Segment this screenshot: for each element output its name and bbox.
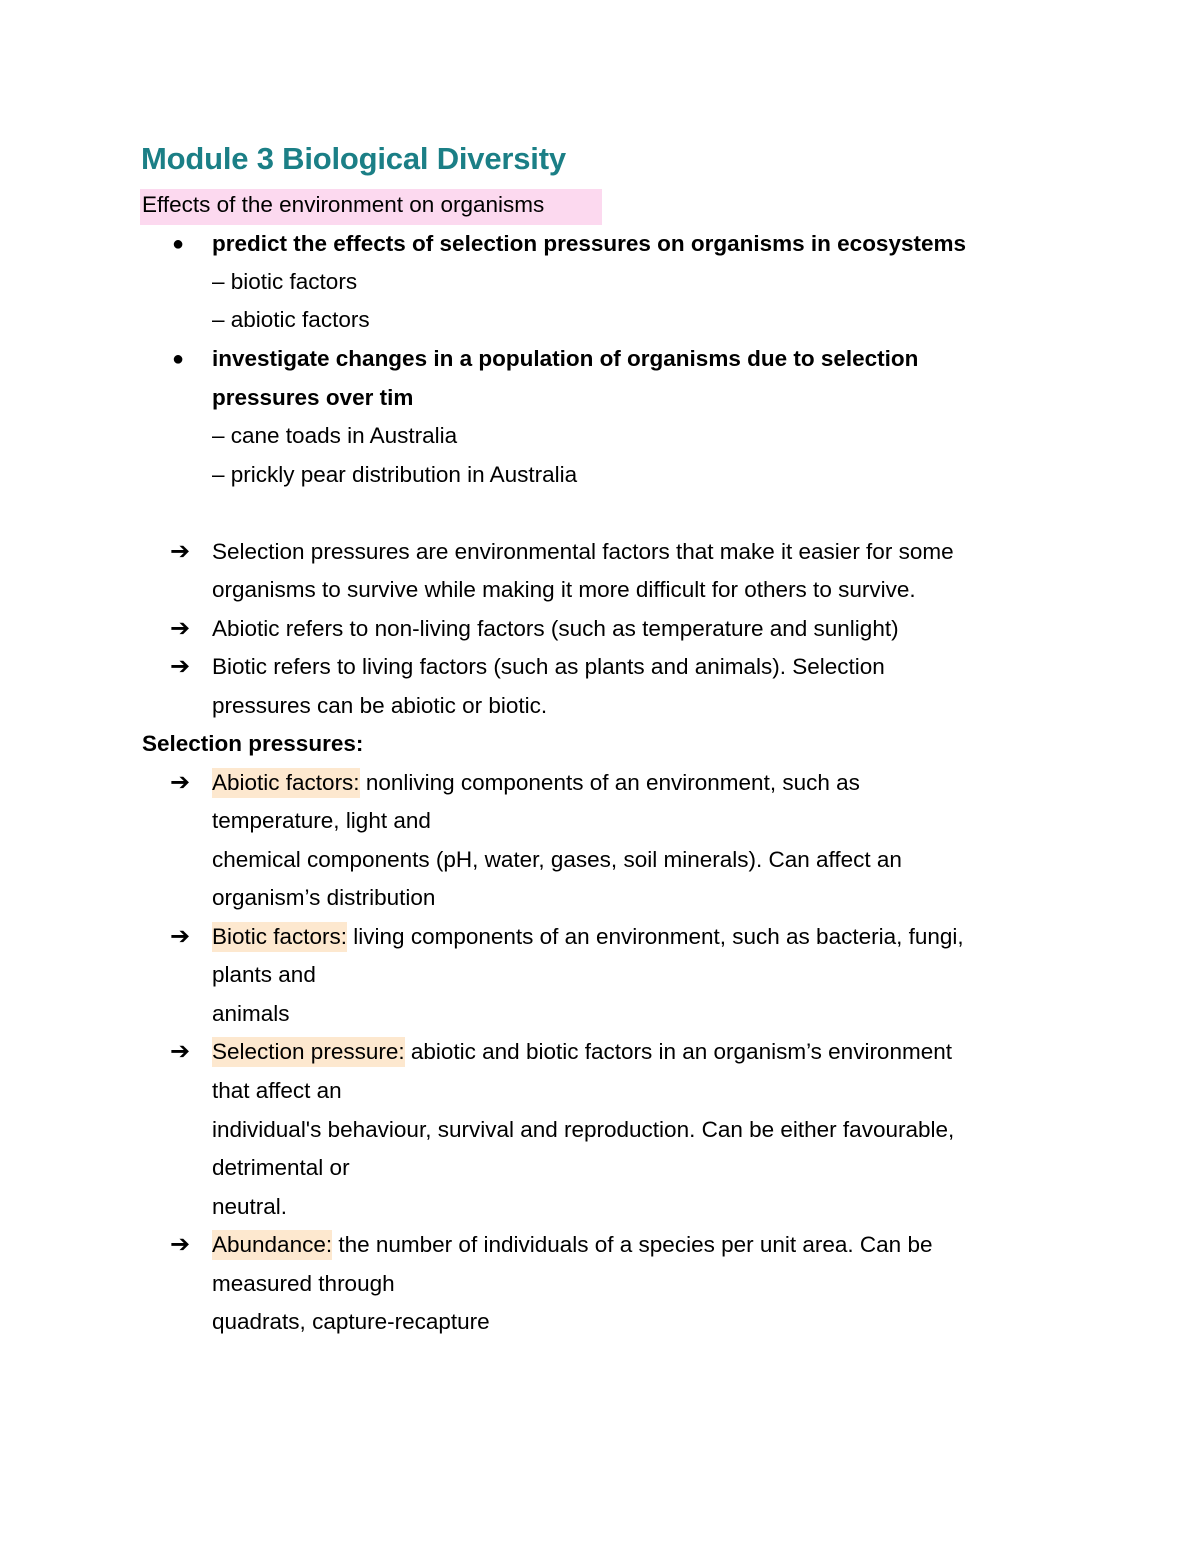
note-text: organisms to survive while making it more difficult for others to survive. <box>212 577 916 602</box>
note-text: Abiotic refers to non-living factors (such as temperature and sunlight) <box>212 616 899 641</box>
definition-text: that affect an <box>212 1078 342 1103</box>
definition-text: the number of individuals of a species per unit area. Can be <box>332 1232 933 1257</box>
arrow-icon: ➔ <box>170 538 191 565</box>
definition-line <box>212 768 860 798</box>
bullet-icon: ● <box>172 348 185 370</box>
definition-text: organism’s distribution <box>212 885 436 910</box>
definition-text: measured through <box>212 1271 395 1296</box>
definition-term: Biotic factors: <box>212 922 347 952</box>
definition-text: living components of an environment, such as bacteria, fungi, <box>347 924 964 949</box>
definition-text: abiotic and biotic factors in an organism’s environment <box>404 1039 952 1064</box>
definition-term: Abundance: <box>212 1230 332 1260</box>
definition-text: temperature, light and <box>212 808 431 833</box>
definition-line <box>212 1037 952 1067</box>
arrow-icon: ➔ <box>170 1231 191 1258</box>
note-text: Biotic refers to living factors (such as plants and animals). Selection <box>212 654 885 679</box>
definition-text: neutral. <box>212 1194 288 1219</box>
outcome-subitem: – cane toads in Australia <box>212 423 458 448</box>
outcome-subitem: – abiotic factors <box>212 307 370 332</box>
subheading: Effects of the environment on organisms <box>142 192 545 217</box>
arrow-icon: ➔ <box>170 1038 191 1065</box>
bullet-icon: ● <box>172 233 185 255</box>
outcome-subitem: – biotic factors <box>212 269 358 294</box>
arrow-icon: ➔ <box>170 923 191 950</box>
arrow-icon: ➔ <box>170 615 191 642</box>
definition-text: plants and <box>212 962 316 987</box>
definition-text: quadrats, capture-recapture <box>212 1309 490 1334</box>
page-title: Module 3 Biological Diversity <box>141 141 566 176</box>
definition-line <box>212 922 964 952</box>
definition-text: detrimental or <box>212 1155 350 1180</box>
outcome-subitem: – prickly pear distribution in Australia <box>212 462 578 487</box>
outcome-text: investigate changes in a population of organisms due to selection <box>212 346 919 371</box>
outcome-text: pressures over tim <box>212 385 414 410</box>
definition-term: Abiotic factors: <box>212 768 360 798</box>
arrow-icon: ➔ <box>170 653 191 680</box>
definition-term: Selection pressure: <box>212 1037 405 1067</box>
definition-text: individual's behaviour, survival and reproduction. Can be either favourable, <box>212 1117 955 1142</box>
note-text: pressures can be abiotic or biotic. <box>212 693 548 718</box>
definition-text: chemical components (pH, water, gases, soil minerals). Can affect an <box>212 847 902 872</box>
arrow-icon: ➔ <box>170 769 191 796</box>
outcome-text: predict the effects of selection pressures on organisms in ecosystems <box>212 231 967 256</box>
definition-line <box>212 1230 932 1260</box>
note-text: Selection pressures are environmental factors that make it easier for some <box>212 539 954 564</box>
section-heading: Selection pressures: <box>142 731 364 756</box>
definition-text: nonliving components of an environment, such as <box>359 770 860 795</box>
definition-text: animals <box>212 1001 290 1026</box>
